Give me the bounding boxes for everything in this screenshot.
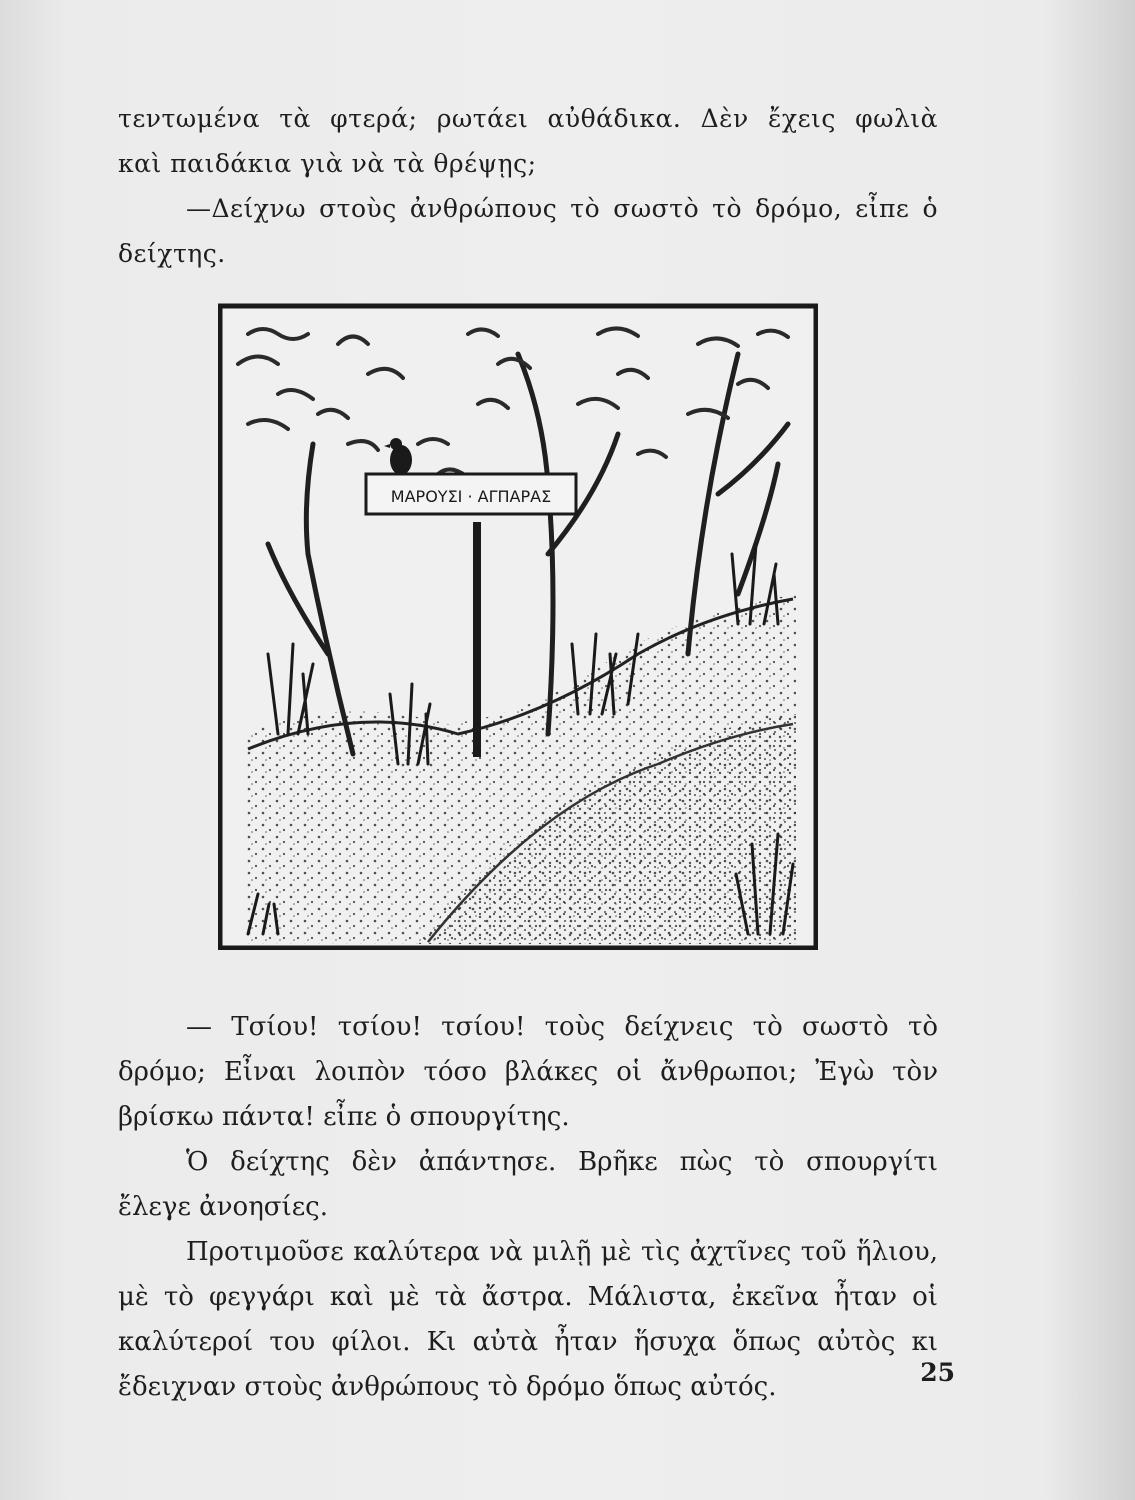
text-line: ἔδειχναν στοὺς ἀνθρώπους τὸ δρόμο ὅπως αὐτός. xyxy=(118,1372,777,1402)
top-text xyxy=(118,96,938,276)
text-line: δρόμο; Εἶναι λοιπὸν τόσο βλάκες οἱ ἄνθρωποι; Ἐγὼ τὸν xyxy=(118,1057,938,1087)
paragraph xyxy=(118,1140,938,1230)
signpost-illustration xyxy=(218,294,818,950)
text-line: καὶ παιδάκια γιὰ νὰ τὰ θρέψῃς; xyxy=(118,149,537,178)
sign-text: ΜΑΡΟΥΣΙ · ΑΓΠΑΡΑΣ xyxy=(390,487,552,506)
text-line: Προτιμοῦσε καλύτερα νὰ μιλῇ μὲ τὶς ἀχτῖνες τοῦ ἥλιου, xyxy=(186,1237,938,1267)
text-line: ἔλεγε ἀνοησίες. xyxy=(118,1192,329,1222)
paragraph xyxy=(118,96,938,186)
bottom-text xyxy=(118,1005,938,1410)
page-number: 25 xyxy=(920,1358,955,1387)
text-line: τεντωμένα τὰ φτερά; ρωτάει αὐθάδικα. Δὲν ἔχεις φωλιὰ xyxy=(118,104,938,133)
text-line: βρίσκω πάντα! εἶπε ὁ σπουργίτης. xyxy=(118,1102,570,1132)
paragraph xyxy=(118,186,938,276)
text-line: καλύτεροί του φίλοι. Κι αὐτὰ ἦταν ἥσυχα ὅπως αὐτὸς κι xyxy=(118,1327,938,1357)
text-line: μὲ τὸ φεγγάρι καὶ μὲ τὰ ἄστρα. Μάλιστα, ἐκεῖνα ἦταν οἱ xyxy=(118,1282,938,1312)
paragraph xyxy=(118,1005,938,1140)
text-line: δείχτης. xyxy=(118,239,226,268)
text-line: — Τσίου! τσίου! τσίου! τοὺς δείχνεις τὸ σωστὸ τὸ xyxy=(186,1012,938,1042)
paragraph xyxy=(118,1230,938,1410)
text-line: —Δείχνω στοὺς ἀνθρώπους τὸ σωστὸ τὸ δρόμο, εἶπε ὁ xyxy=(186,194,938,223)
text-line: Ὁ δείχτης δὲν ἀπάντησε. Βρῆκε πὼς τὸ σπουργίτι xyxy=(186,1147,938,1177)
